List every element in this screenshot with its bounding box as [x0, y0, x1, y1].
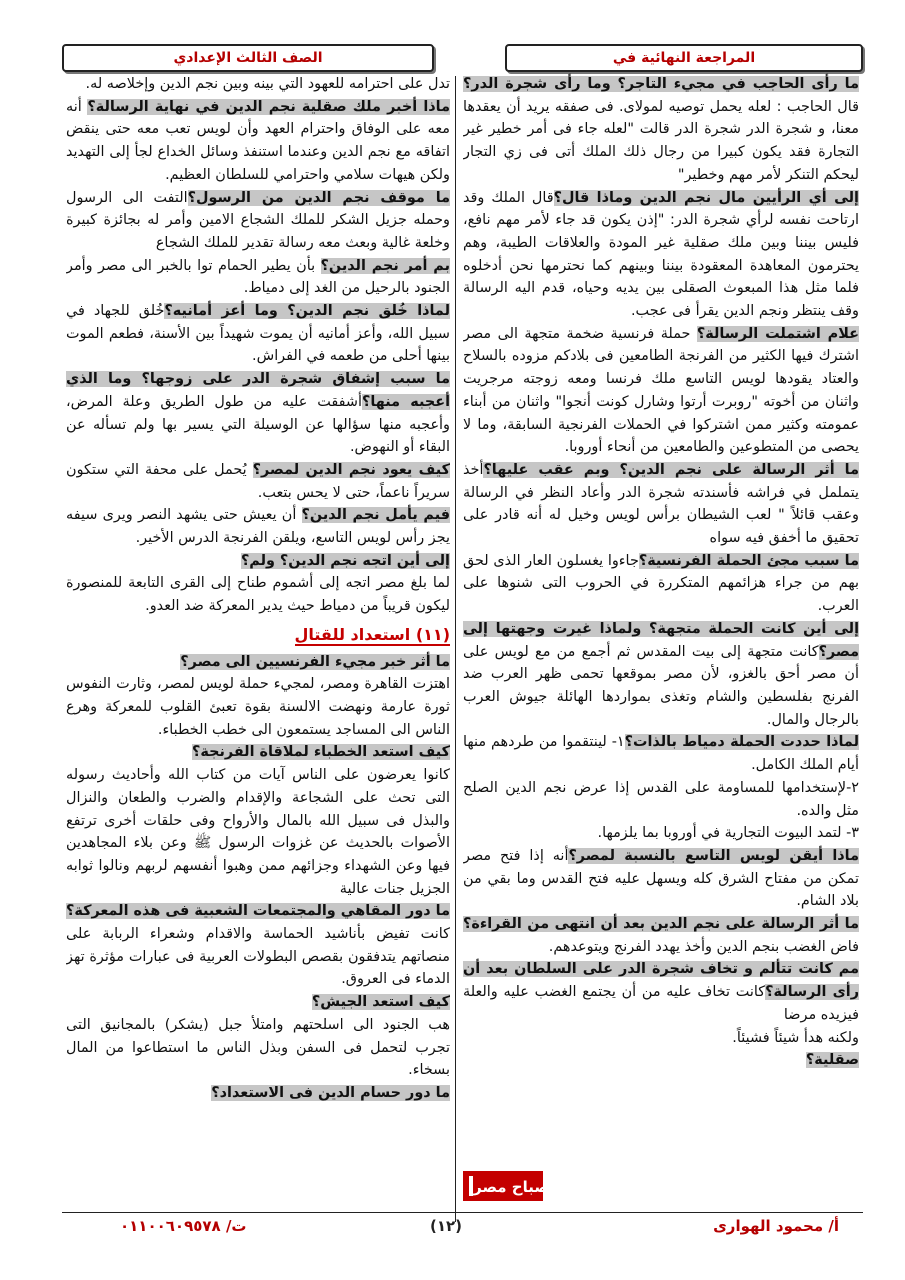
footer-page-number: (١٢): [430, 1217, 463, 1235]
question: ما أثر الرسالة على نجم الدين بعد أن انتهى من القراءة؟: [463, 916, 859, 933]
question: بم أمر نجم الدين؟: [320, 257, 450, 274]
qa-block: [66, 550, 450, 618]
logo-text: صباح مصر: [473, 1178, 549, 1196]
qa-block: [66, 368, 450, 459]
answer: خُلق للجهاد في سبيل الله، وأعز أمانيه أن يموت شهيداً بين الأسنة، فطعم الموت بينها أحلى من طعمه في الفراش.: [66, 303, 450, 365]
qa-block: [463, 73, 859, 187]
header-right-title: المراجعة النهائية في: [505, 44, 863, 72]
section-heading: [66, 624, 450, 647]
answer: جاءوا يغسلون العار الذى لحق بهم من جراء هزائمهم المتكررة في الحروب التى شنوها على العرب.: [463, 552, 859, 615]
question: صقلية؟: [805, 1052, 859, 1069]
question: علام اشتملت الرسالة؟: [696, 325, 859, 342]
footer-rule: [62, 1212, 863, 1213]
header-left-title: الصف الثالث الإعدادي: [62, 44, 434, 72]
qa-block: [66, 1082, 450, 1105]
question: لماذا خُلق نجم الدين؟ وما أعز أمانيه؟: [164, 303, 450, 320]
right-column: [463, 73, 859, 1213]
qa-block: [66, 741, 450, 900]
question: ما موقف نجم الدين من الرسول؟: [187, 189, 450, 206]
answer: قال الملك وقد ارتاحت نفسه لرأي شجرة الدر: "إذن يكون قد جاء لأمر مهم نافع، فليس بيننا وبين ملك صقلية غير المودة والعلاقات الطيبة، وهم يحترمون المعاهدة المعقودة بيننا وبينهم كما نحترمها نحن أدخلوه فلما مثل هذا المبعوث الصقلى بين يديه وحياه، قدم اليه الرسالة وقف ينتظر ونجم الدين يقرأ فى عجب.: [463, 189, 859, 320]
question: إلى أي الرأيين مال نجم الدين وماذا قال؟: [553, 189, 859, 206]
question: مم كانت تتألم و تخاف شجرة الدر على السلطان بعد أن رأى الرسالة؟: [463, 961, 859, 1001]
answer: أشفقت عليه من طول الطريق وعلة المرض، وأعجبه منها سؤالها عن الوسيلة التي يسير بها ولم تسأله عن البقاء أو النهوض.: [66, 393, 450, 456]
qa-block: [66, 459, 450, 504]
qa-block: [463, 459, 859, 550]
qa-block: [66, 900, 450, 991]
answer: كانوا يعرضون على الناس آيات من كتاب الله وأحاديث رسوله التى تحث على الشجاعة والإقدام والضرب والطعان والنزال والبذل فى سبيل الله بالمال والأرواح وفى حلقات أخرى ترتفع الأصوات بالحديث عن غزوات الرسول ﷺ وعن بلاء المجاهدين فيها وعن الشهداء وجزائهم ممن وهبوا أنفسهم لربهم ونالوا ثوابه الجزيل جنات عالية: [66, 767, 450, 897]
sabah-masr-logo: [463, 1171, 603, 1201]
question: ما رأى الحاجب في مجيء التاجر؟ وما رأى شجرة الدر؟: [463, 76, 859, 92]
answer: بأن يطير الحمام توا بالخبر الى مصر وأمر الجنود بالرحيل من الغد إلى دمياط.: [66, 257, 450, 297]
answer: هب الجنود الى اسلحتهم وامتلأ جبل (يشكر) بالمجانيق التى تجرب لتحمل فى السفن وبذل الناس ما استطاعوا من المال بسخاء.: [66, 1016, 450, 1079]
section-heading-text: (١١) استعداد للقتال: [294, 624, 450, 644]
qa-block: [463, 618, 859, 732]
answer: لما بلغ مصر اتجه إلى أشموم طناح إلى القرى التابعة للمنصورة ليكون قريباً من دمياط حيث يدير المعركة ضد العدو.: [66, 575, 450, 615]
left-column: [66, 73, 450, 1201]
answer: كانت متجهة إلى بيت المقدس ثم أجمع من مع لويس على أن مصر أحق بالغزو، لأن مصر بموقعها تحمى ظهر العرب ضد الفرنج بفلسطين والشام وتغذى بمواردها الهائلة جيوش العرب بالرجال والمال.: [463, 643, 859, 728]
qa-block: [463, 913, 859, 958]
question: كيف استعد الخطباء لملاقاة الفرنجة؟: [192, 744, 450, 761]
answer: كانت تخاف عليه من أن يجتمع الغضب عليه والعلة فيزيده مرضا ولكنه هدأ شيئاً فشيئاً.: [463, 984, 859, 1046]
answer: التفت الى الرسول وحمله جزيل الشكر للملك الشجاع الامين وأمر له بجائزة كبيرة وخلعة غالية وبعث معه رسالة تقدير للملك الشجاع: [66, 189, 450, 251]
question: لماذا حددت الحملة دمياط بالذات؟: [624, 734, 859, 751]
qa-block: [463, 550, 859, 618]
qa-block: [66, 991, 450, 1082]
qa-block: [463, 1049, 859, 1072]
question: ما أثر خبر مجيء الفرنسيين الى مصر؟: [180, 653, 450, 670]
qa-block: [463, 187, 859, 323]
qa-block: [66, 187, 450, 255]
question: ماذا أيقن لويس التاسع بالنسبة لمصر؟: [568, 847, 859, 864]
qa-block: [463, 731, 859, 845]
qa-block: [463, 958, 859, 1049]
answer: حملة فرنسية ضخمة متجهة الى مصر اشترك فيها الكثير من الفرنجة الطامعين فى بلادكم مزوده بالسلاح والعتاد يقودها لويس التاسع ملك فرنسا ومعه زوجته مرجريت واثنان من أخوته "روبرت أرتوا وشارل كونت أنجوا" واثنان من أبناء عمومته وكثير ممن اشتركوا في الحملات الفرنجية السابقة، وما لا يحصى من المتطوعين والطامعين من أنحاء أوروبا.: [463, 325, 859, 456]
answer: أنه معه على الوفاق واحترام العهد وأن لويس تعب معه حتى ينقض اتفاقه مع نجم الدين وعندما استنفذ وسائل الخداع لجأ إلى التهديد ولكن هيهات سلامي واحترامي للسلطان العظيم.: [66, 98, 450, 183]
column-divider: [455, 76, 456, 1222]
answer: قال الحاجب : لعله يحمل توصيه لمولاى. فى صفقه يريد أن يعقدها معنا، و شجرة الدر شجرة الدر قالت "لعله جاء فى أمر خطير غير التجارة فقد يكون كبيرا من رجال ذلك الملك أتى فى زي التجار ليحكم التنكر لأمر مهم وخطير": [463, 98, 859, 183]
qa-block: [66, 651, 450, 742]
footer-phone: ت/ ٠١١٠٠٦٠٩٥٧٨: [120, 1217, 247, 1235]
question: كيف استعد الجيش؟: [311, 994, 450, 1011]
question: ماذا أخبر ملك صقلية نجم الدين في نهاية الرسالة؟: [87, 98, 450, 115]
qa-block: [463, 845, 859, 913]
answer: أنه إذا فتح مصر تمكن من مفتاح الشرق كله ويسهل عليه فتح القدس وما بقي من بلاد الشام.: [463, 847, 859, 910]
qa-block: [66, 300, 450, 368]
qa-block: [66, 96, 450, 187]
question: إلى أين اتجه نجم الدين؟ ولم؟: [240, 552, 450, 569]
answer: أن يعيش حتى يشهد النصر ويرى سيفه يجز رأس لويس التاسع، ويلقن الفرنجة الدرس الأخير.: [66, 507, 450, 547]
question: فيم يأمل نجم الدين؟: [301, 507, 450, 524]
qa-block: [66, 255, 450, 300]
question: ما سبب مجئ الحملة الفرنسية؟: [638, 552, 859, 569]
answer: أخذ يتململ في فراشه فأسندته شجرة الدر وأعاد النظر في الرسالة وعقب قائلاً " لعب الشيطان برأس لويس وخيل له أنه قادر على تحقيق ما أخفق فيه سواه: [463, 461, 859, 547]
question: إلى أين كانت الحملة متجهة؟ ولماذا غيرت وجهتها إلى مصر؟: [463, 620, 859, 660]
qa-block: [66, 73, 450, 96]
answer: يُحمل على محفة التي ستكون سريراً ناعماً، حتى لا يحس بتعب.: [66, 461, 450, 501]
qa-block: [66, 504, 450, 549]
question: ما سبب إشفاق شجرة الدر على زوجها؟ وما الذي أعجبه منها؟: [66, 371, 450, 410]
answer: اهتزت القاهرة ومصر، لمجيء حملة لويس لمصر، وثارت النفوس ثورة عارمة ونهضت الالسنة بقوة تعبئ القلوب للمعركة وهرع الناس الى المساجد يستمعون الى خطب الخطباء.: [66, 676, 450, 738]
question: ما دور المقاهي والمجتمعات الشعبية فى هذه المعركة؟: [66, 903, 450, 920]
question: ما دور حسام الدين فى الاستعداد؟: [211, 1084, 450, 1101]
answer: ١- لينتقموا من طردهم منها أيام الملك الكامل. ٢-لإستخدامها للمساومة على القدس إذا عرض نجم الدين الصلح مثل والده. ٣- لتمد البيوت التجارية في أوروبا بما يلزمها.: [463, 734, 859, 842]
question: كيف يعود نجم الدين لمصر؟: [252, 461, 450, 478]
qa-block: [463, 323, 859, 459]
footer-author: أ/ محمود الهوارى: [713, 1217, 839, 1235]
answer: فاض الغضب بنجم الدين وأخذ يهدد الفرنج ويتوعدهم.: [548, 938, 859, 955]
answer: كانت تفيض بأناشيد الحماسة والاقدام وشعراء الربابة على منصاتهم يتدفقون بقصص البطولات العربية فى عبارات مؤثرة تهز الدماء فى العروق.: [66, 926, 450, 988]
question: ما أثر الرسالة على نجم الدين؟ وبم عقب عليها؟: [483, 461, 859, 478]
answer: تدل على احترامه للعهود التي بينه وبين نجم الدين وإخلاصه له.: [85, 76, 450, 92]
